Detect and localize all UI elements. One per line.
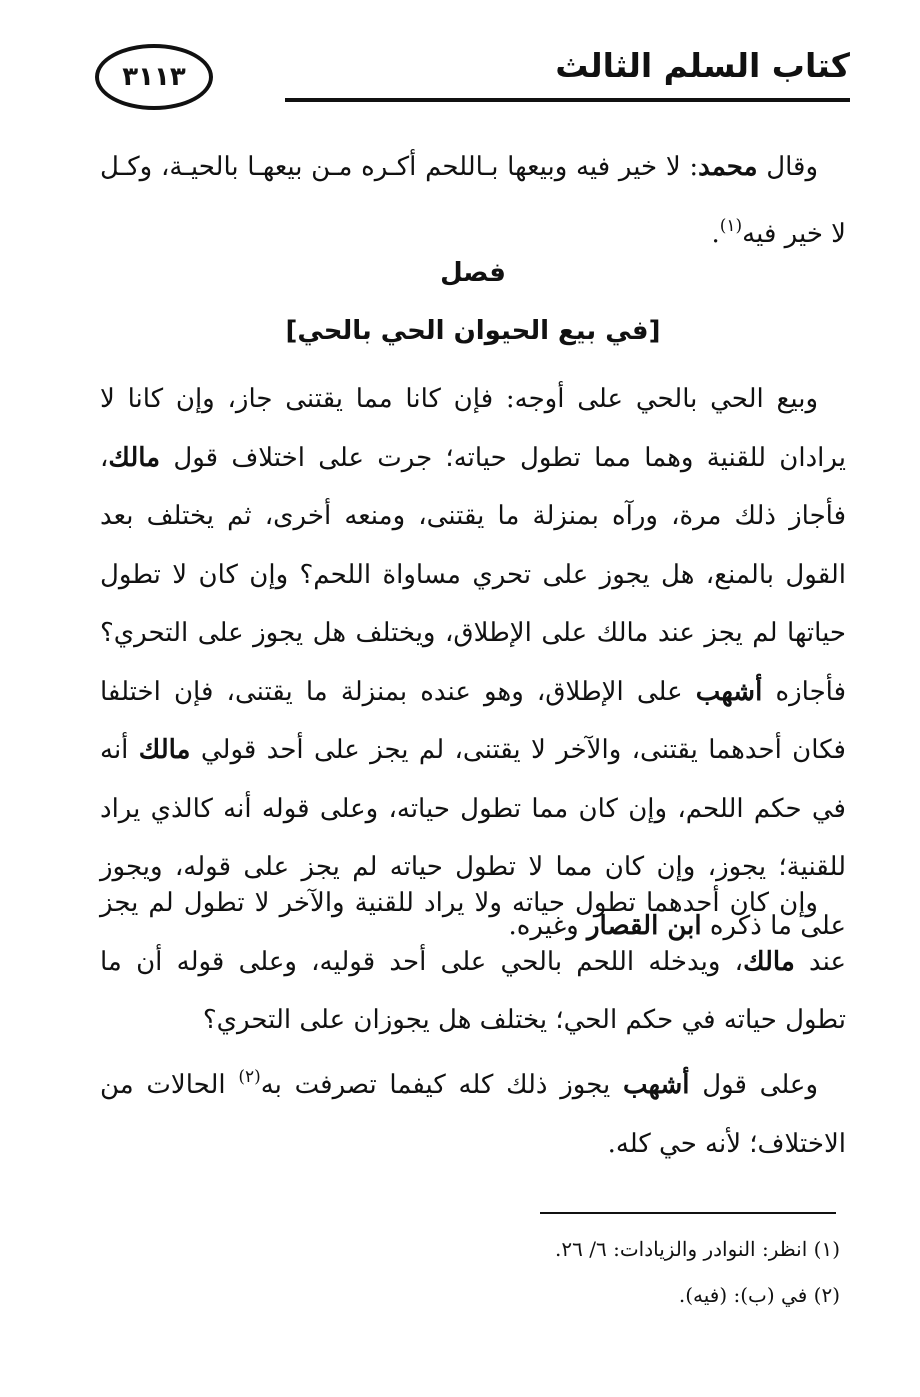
p2-text-c: ، ويدخله اللحم بالحي على أحد قوليه، وعلى قوله أن ما تطول حياته في حكم الحي؛ يختلف هل يجوزان على التحري؟ <box>100 946 846 1035</box>
p1-text-i: وغيره. <box>508 910 587 941</box>
scholar-name: ابن القصار <box>587 910 702 941</box>
paragraph-2 <box>100 874 846 1050</box>
page-number: ٣١١٣ <box>95 44 213 110</box>
paragraph-3 <box>100 1048 846 1173</box>
paragraph-1 <box>100 370 846 955</box>
p3-text-a: وعلى قول <box>689 1070 819 1100</box>
header-rule <box>285 98 850 102</box>
footnote-ref: (٢) <box>238 1067 261 1087</box>
footnote-1: (١) انظر: النوادر والزيادات: ٦/ ٢٦. <box>555 1237 840 1261</box>
intro-end: . <box>711 218 720 249</box>
section-heading: فصل <box>440 258 506 288</box>
p1-text-g: أنه في حكم اللحم، وإن كان مما تطول حياته، وعلى قوله أنه كالذي يراد للقنية؛ يجوز، وإن كان مما لا تطول حياته لم يجز على قوله، ويجوز على ما ذكره <box>100 735 846 941</box>
scholar-name: مالك <box>108 442 161 473</box>
scholar-name: مالك <box>743 946 795 977</box>
p1-text-a: وبيع الحي بالحي على أوجه: فإن كانا مما يقتنى جاز، وإن كانا لا يرادان للقنية وهما مما تطول حياته؛ جرت على اختلاف قول <box>100 384 846 473</box>
p3-text-d: الحالات من الاختلاف؛ لأنه حي كله. <box>100 1070 846 1159</box>
intro-paragraph <box>100 138 846 263</box>
page-header <box>95 42 850 112</box>
p1-text-e: على الإطلاق، وهو عنده بمنزلة ما يقتنى، فإن اختلفا فكان أحدهما يقتنى، والآخر لا يقتنى، لم يجز على أحد قولي <box>100 676 846 765</box>
footnote-divider <box>540 1212 836 1214</box>
scholar-name: مالك <box>138 735 191 765</box>
p2-text-a: وإن كان أحدهما تطول حياته ولا يراد للقنية والآخر لا تطول لم يجز عند <box>100 888 846 977</box>
footnote-2: (٢) في (ب): (فيه). <box>678 1283 840 1307</box>
intro-prefix: وقال <box>757 152 818 182</box>
section-subheading: [في بيع الحيوان الحي بالحي] <box>285 316 661 346</box>
scholar-name: أشهب <box>695 676 763 707</box>
p1-text-c: ، فأجاز ذلك مرة، ورآه بمنزلة ما يقتنى، ومنعه أخرى، ثم يختلف بعد القول بالمنع، هل يجوز على تحري مساواة اللحم؟ وإن كان لا تطول حياتها لم يجز عند مالك على الإطلاق، ويختلف هل يجوز على التحري؟فأجازه <box>100 442 846 707</box>
footnotes <box>400 1226 840 1318</box>
book-title: كتاب السلم الثالث <box>555 46 850 85</box>
scholar-name: أشهب <box>622 1070 690 1100</box>
footnote-ref: (١) <box>719 215 743 236</box>
scholar-name: محمد <box>698 152 758 182</box>
intro-text: : لا خير فيه وبيعها بـاللحم أكـره مـن بيعهـا بالحيـة، وكـل لا خير فيه <box>100 152 846 249</box>
p3-text-c: يجوز ذلك كله كيفما تصرفت به <box>260 1070 623 1100</box>
